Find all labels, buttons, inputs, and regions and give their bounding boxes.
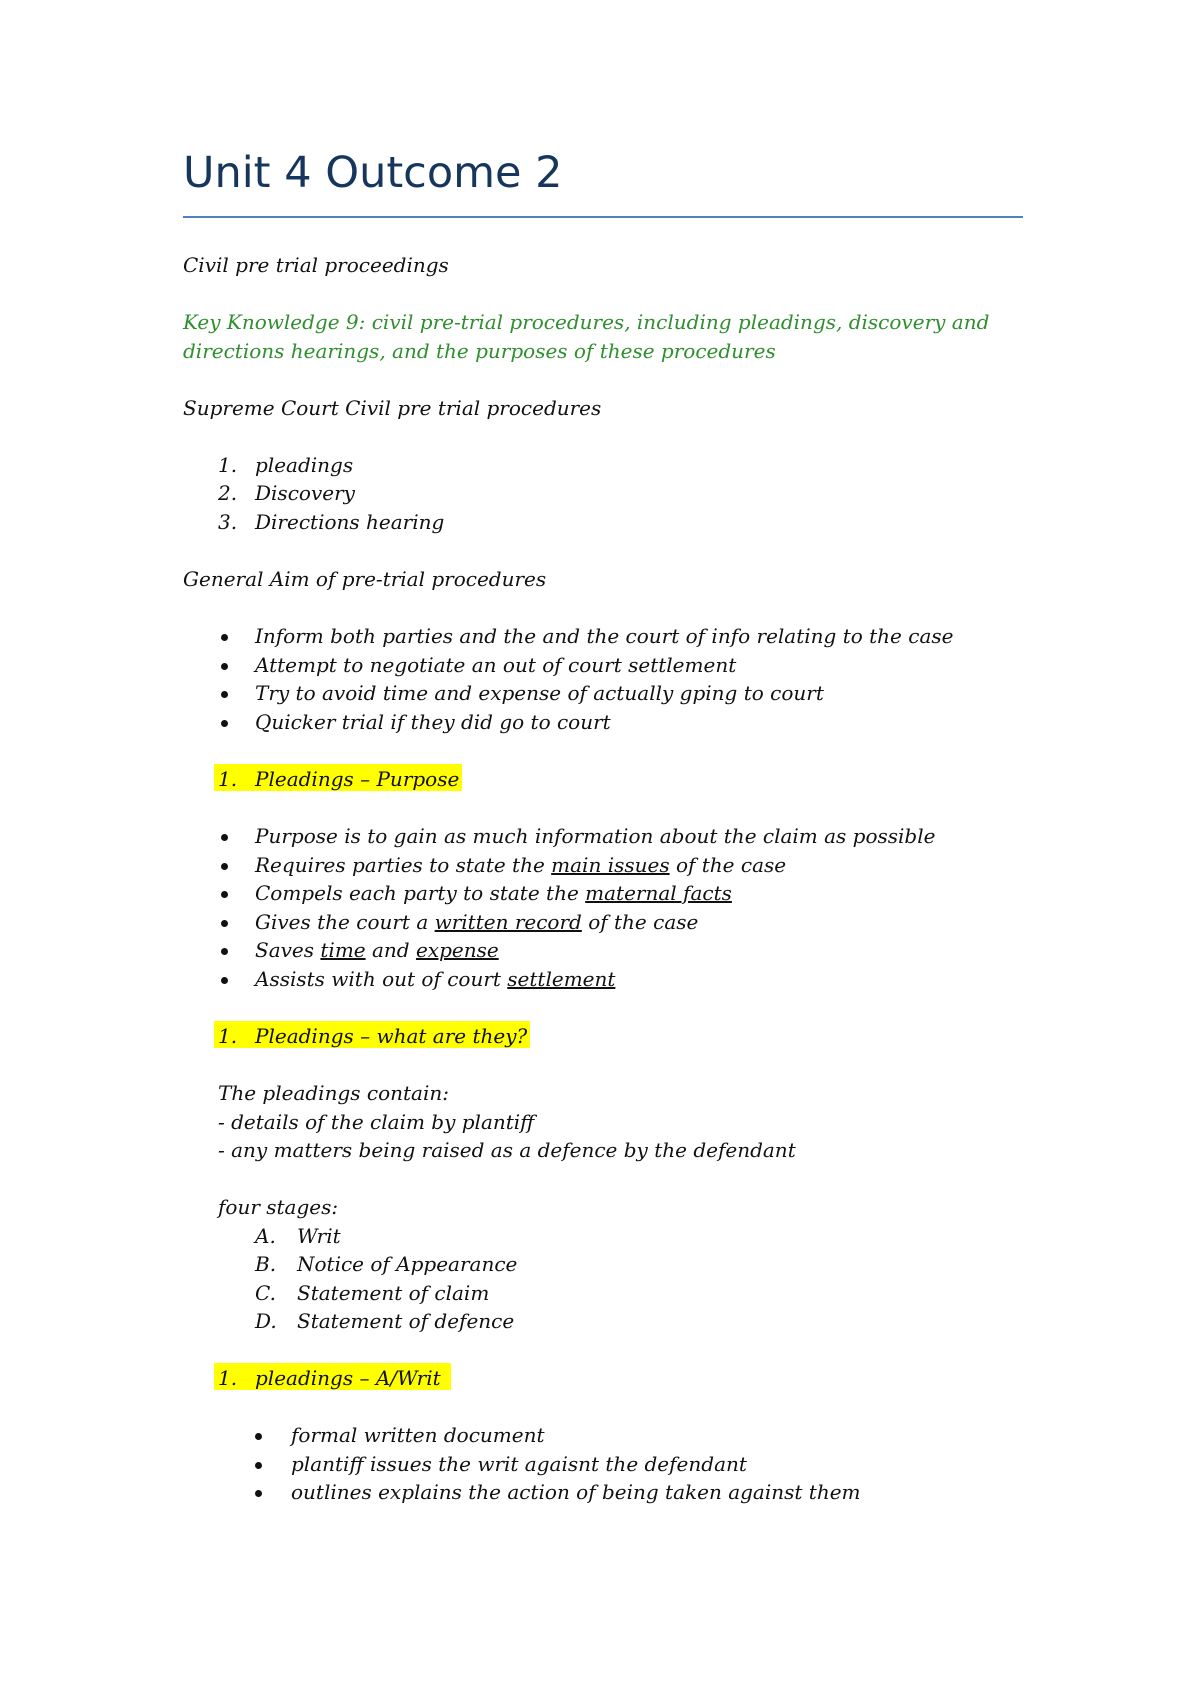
underlined-term: expense bbox=[415, 938, 499, 962]
title-underline-rule bbox=[183, 216, 1023, 218]
list-number: 1. bbox=[218, 453, 238, 477]
bullet-icon bbox=[221, 634, 228, 641]
writ-heading: pleadings – A/Writ bbox=[255, 1366, 441, 1390]
list-item: Try to avoid time and expense of actually gping to court bbox=[255, 681, 824, 705]
underlined-term: maternal facts bbox=[585, 881, 732, 905]
page-title: Unit 4 Outcome 2 bbox=[183, 148, 563, 198]
heading-number: 1. bbox=[218, 767, 238, 791]
underlined-term: settlement bbox=[507, 967, 616, 991]
heading-number: 1. bbox=[218, 1024, 238, 1048]
bullet-icon bbox=[221, 891, 228, 898]
list-item: pleadings bbox=[255, 453, 354, 477]
list-number: 3. bbox=[218, 510, 238, 534]
underlined-term: time bbox=[320, 938, 366, 962]
list-item: Gives the court a written record of the case bbox=[255, 910, 699, 934]
underlined-term: main issues bbox=[551, 853, 670, 877]
stage-item: Statement of defence bbox=[297, 1309, 515, 1333]
stage-item: Notice of Appearance bbox=[297, 1252, 518, 1276]
list-item: Saves time and expense bbox=[255, 938, 499, 962]
bullet-icon bbox=[255, 1490, 262, 1497]
general-heading: General Aim of pre-trial procedures bbox=[183, 567, 547, 591]
list-item: outlines explains the action of being taken against them bbox=[291, 1480, 861, 1504]
contain-label: The pleadings contain: bbox=[218, 1081, 449, 1105]
stages-label: four stages: bbox=[218, 1195, 339, 1219]
list-item: Assists with out of court settlement bbox=[255, 967, 616, 991]
purpose-heading: Pleadings – Purpose bbox=[255, 767, 460, 791]
list-item: Attempt to negotiate an out of court settlement bbox=[255, 653, 737, 677]
bullet-icon bbox=[221, 720, 228, 727]
subtitle: Civil pre trial proceedings bbox=[183, 253, 449, 277]
bullet-icon bbox=[221, 948, 228, 955]
list-item: Discovery bbox=[255, 481, 355, 505]
list-item: plantiff issues the writ agaisnt the defendant bbox=[291, 1452, 747, 1476]
supreme-heading: Supreme Court Civil pre trial procedures bbox=[183, 396, 602, 420]
underlined-term: written record bbox=[434, 910, 582, 934]
bullet-icon bbox=[221, 920, 228, 927]
bullet-icon bbox=[221, 977, 228, 984]
stage-letter: B. bbox=[255, 1252, 277, 1276]
bullet-icon bbox=[255, 1462, 262, 1469]
stage-letter: C. bbox=[255, 1281, 276, 1305]
bullet-icon bbox=[255, 1433, 262, 1440]
stage-item: Writ bbox=[297, 1224, 341, 1248]
list-item: Quicker trial if they did go to court bbox=[255, 710, 611, 734]
stage-letter: D. bbox=[255, 1309, 277, 1333]
list-number: 2. bbox=[218, 481, 238, 505]
key-knowledge-line-1: Key Knowledge 9: civil pre-trial procedures, including pleadings, discovery and bbox=[183, 310, 990, 334]
bullet-icon bbox=[221, 663, 228, 670]
list-item: Directions hearing bbox=[255, 510, 445, 534]
bullet-icon bbox=[221, 691, 228, 698]
list-item: Requires parties to state the main issues of the case bbox=[255, 853, 787, 877]
list-item: Purpose is to gain as much information about the claim as possible bbox=[255, 824, 936, 848]
list-item: Compels each party to state the maternal facts bbox=[255, 881, 732, 905]
contain-line: - any matters being raised as a defence by the defendant bbox=[218, 1138, 796, 1162]
bullet-icon bbox=[221, 863, 228, 870]
bullet-icon bbox=[221, 834, 228, 841]
stage-letter: A. bbox=[255, 1224, 276, 1248]
stage-item: Statement of claim bbox=[297, 1281, 490, 1305]
what-heading: Pleadings – what are they? bbox=[255, 1024, 528, 1048]
list-item: Inform both parties and the and the court of info relating to the case bbox=[255, 624, 954, 648]
list-item: formal written document bbox=[291, 1423, 545, 1447]
heading-number: 1. bbox=[218, 1366, 238, 1390]
key-knowledge-line-2: directions hearings, and the purposes of these procedures bbox=[183, 339, 776, 363]
contain-line: - details of the claim by plantiff bbox=[218, 1110, 535, 1134]
